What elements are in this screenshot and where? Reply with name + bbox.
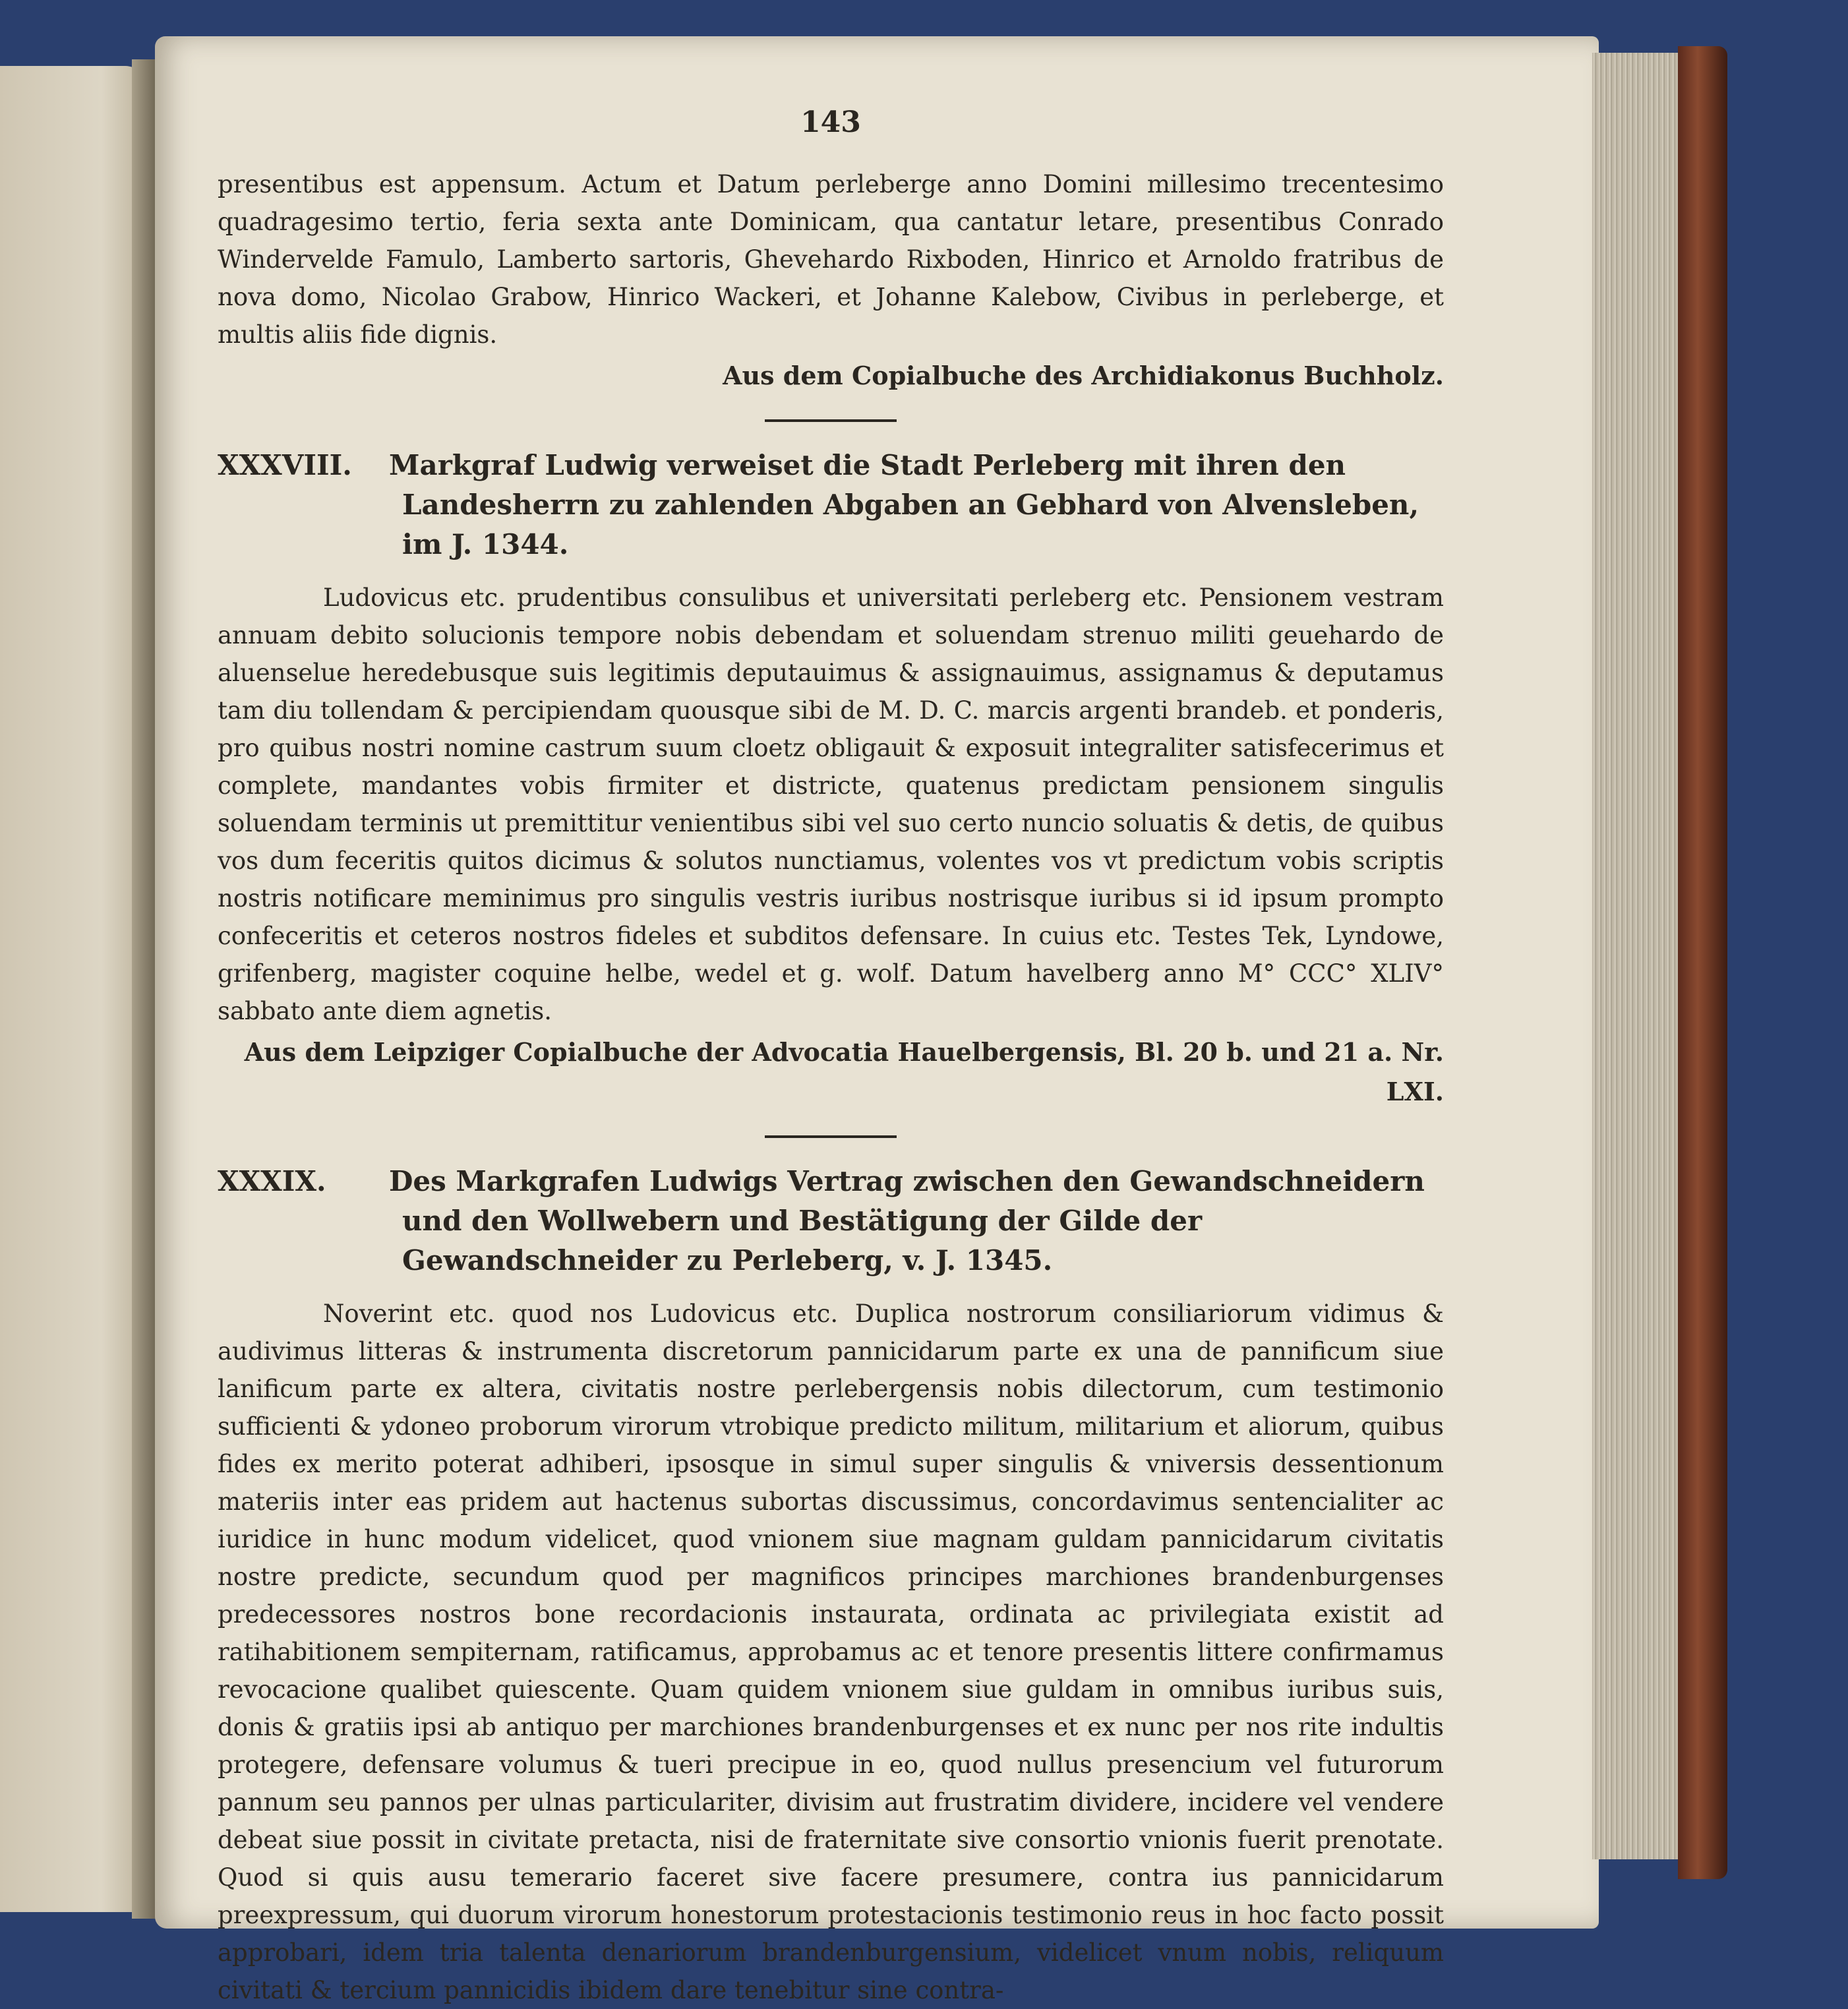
section-title: Des Markgrafen Ludwigs Vertrag zwischen den Gewandschneidern und den Wollwebern und Bestätigung der Gilde der Gewandschneider zu Perleberg, v. J. 1345. — [389, 1165, 1425, 1276]
section-number: XXXIX. — [218, 1165, 326, 1197]
page-number: 143 — [800, 105, 861, 139]
section-divider — [765, 1135, 897, 1138]
source-note: Aus dem Leipziger Copialbuche der Advocatia Hauelbergensis, Bl. 20 b. und 21 a. Nr. LXI. — [244, 1037, 1444, 1106]
section-divider — [765, 419, 897, 422]
section-body: Ludovicus etc. prudentibus consulibus et universitati perleberg etc. Pensionem vestram annuam debito solucionis tempore nobis debendam et soluendam strenuo militi geuehardo de aluenselue heredebusque suis legitimis deputauimus & assignauimus, assignamus & deputamus tam diu tollendam & percipiendam quousque sibi de M. D. C. marcis argenti brandeb. et ponderis, pro quibus nostri nomine castrum suum cloetz obligauit & exposuit integraliter satisfecerimus et complete, mandantes vobis firmiter et districte, quatenus predictam pensionem singulis soluendam terminis ut premittitur venientibus sibi vel suo certo nuncio soluatis & detis, de quibus vos dum feceritis quitos dicimus & solutos nunctiamus, volentes vos vt predictum vobis scriptis nostris notificare meminimus pro singulis vestris iuribus nostrisque iuribus si id ipsum prompto confeceritis et ceteros nostros fideles et subditos defensare. In cuius etc. Testes Tek, Lyndowe, grifenberg, magister coquine helbe, wedel et g. wolf. Datum havelberg anno M° CCC° XLIV° sabbato ante diem agnetis. — [218, 584, 1444, 1025]
book-gutter — [132, 59, 158, 1919]
section-heading — [218, 1162, 1444, 1280]
facing-page — [0, 66, 145, 1912]
section-number: XXXVIII. — [218, 449, 352, 481]
section-title: Markgraf Ludwig verweiset die Stadt Perleberg mit ihren den Landesherrn zu zahlenden Abgaben an Gebhard von Alvensleben, im J. 1344. — [389, 449, 1419, 560]
section-heading — [218, 446, 1444, 564]
page-text — [218, 105, 1444, 2009]
section-body: Noverint etc. quod nos Ludovicus etc. Duplica nostrorum consiliariorum vidimus & audivimus litteras & instrumenta discretorum pannicidarum parte ex una de pannificum siue lanificum parte ex altera, civitatis nostre perlebergensis nobis dilectorum, cum testimonio sufficienti & ydoneo proborum virorum vtrobique predicto militum, militarium et aliorum, quibus fides ex merito poterat adhiberi, ipsosque in simul super singulis & vniversis dessentionum materiis inter eas pridem aut hactenus subortas discussimus, concordavimus sentencialiter ac iuridice in hunc modum videlicet, quod vnionem siue magnam guldam pannicidarum civitatis nostre predicte, secundum quod per magnificos principes marchiones brandenburgenses predecessores nostros bone recordacionis instaurata, ordinata ac privilegiata existit ad ratihabitionem sempiternam, ratificamus, approbamus ac et tenore presentis littere confirmamus revocacione qualibet quiescente. Quam quidem vnionem siue guldam in omnibus iuribus suis, donis & gratiis ipsi ab antiquo per marchiones brandenburgenses et ex nunc per nos rite indultis protegere, defensare volumus & tueri precipue in eo, quod nullus presencium vel futurorum pannum seu pannos per ulnas particulariter, divisim aut frustratim dividere, incidere vel vendere debeat siue possit in civitate pretacta, nisi de fraternitate sive consortio vnionis fuerit prenotate. Quod si quis ausu temerario faceret sive facere presumere, contra ius pannicidarum preexpressum, qui duorum virorum honestorum protestacionis testimonio reus in hoc facto possit approbari, idem tria talenta denariorum brandenburgensium, videlicet vnum nobis, reliquum civitati & tercium pannicidis ibidem dare tenebitur sine contra- — [218, 1300, 1444, 2004]
continued-paragraph: presentibus est appensum. Actum et Datum perleberge anno Domini millesimo trecentesimo quadragesimo tertio, feria sexta ante Dominicam, qua cantatur letare, presentibus Conrado Windervelde Famulo, Lamberto sartoris, Ghevehardo Rixboden, Hinrico et Arnoldo fratribus de nova domo, Nicolao Grabow, Hinrico Wackeri, et Johanne Kalebow, Civibus in perleberge, et multis aliis fide dignis. — [218, 170, 1444, 349]
source-note: Aus dem Copialbuche des Archidiakonus Buchholz. — [723, 361, 1444, 390]
book-cover — [1678, 46, 1727, 1879]
page-edges — [1592, 53, 1684, 1859]
